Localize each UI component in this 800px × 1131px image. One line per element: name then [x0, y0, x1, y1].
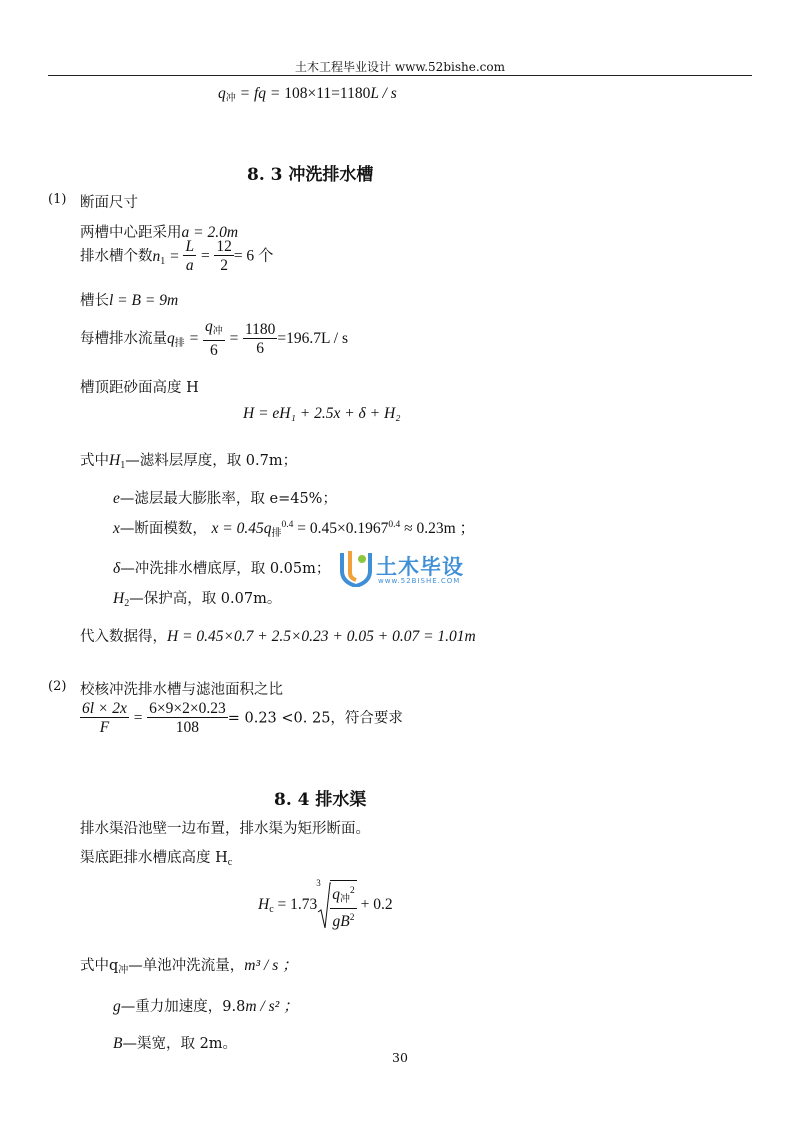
item-number-1: (1): [48, 192, 67, 207]
def-b: B—渠宽，取 2m。: [113, 1035, 238, 1052]
line-channel-height-label: 渠底距排水槽底高度 $H_c$: [80, 850, 233, 868]
line-area-ratio: $\frac{6l \times 2x}{F}$ = $\frac{6\times 9\times 2\times 0.23}{108}$ = 0.23 <0. 25，符合要求: [82, 700, 403, 736]
formula-height: H = eH₁ + 2.5x + δ + H₂: [243, 405, 401, 422]
line-trough-spacing: 两槽中心距采用a = 2.0m: [80, 224, 239, 241]
watermark-url: www.52BISHE.COM: [378, 577, 461, 585]
def-q-flush: 式中$q_冲—$单池冲洗流量，m³ / s ；: [80, 957, 298, 976]
def-g: g—重力加速度，9.8m / s² ；: [113, 998, 299, 1015]
item-number-2: (2): [48, 679, 67, 694]
header-rule: [48, 75, 752, 76]
page-number: 30: [392, 1050, 408, 1065]
watermark-shield-icon: [338, 549, 374, 587]
paragraph-channel-layout: 排水渠沿池壁一边布置，排水渠为矩形断面。: [80, 821, 370, 837]
watermark-logo: [338, 549, 488, 589]
page-header: 土木工程毕业设计 www.52bishe.com: [295, 60, 505, 74]
line-top-height-label: 槽顶距砂面高度 H: [80, 380, 199, 396]
def-h2: $H_2—$保护高，取 0.07m。: [113, 590, 282, 609]
section-title-8-4: 8. 4 排水渠: [274, 790, 367, 810]
line-trough-flow: 每槽排水流量$q_排$ = $\frac{q_冲}{6}$ = $\frac{1180}{6}$ =196.7L / s: [80, 318, 348, 359]
def-h1: 式中$H_1—$滤料层厚度，取 0.7m；: [80, 452, 298, 471]
def-e: e—滤层最大膨胀率，取 e=45%；: [113, 490, 337, 507]
line-result: 代入数据得，H = 0.45×0.7 + 2.5×0.23 + 0.05 + 0.07 = 1.01m: [80, 628, 476, 645]
def-delta: δ—冲洗排水槽底厚，取 0.05m；: [113, 560, 331, 577]
equation-flush-flow: $q_冲$ = fq = 108×11=1180L / s: [218, 85, 397, 104]
section-title-8-3: 8. 3 冲洗排水槽: [247, 165, 374, 185]
watermark-title: 土木毕设: [376, 555, 464, 579]
cube-root-sign: [317, 882, 331, 930]
def-x: x—断面模数， $x = 0.45q_排^{0.4} = 0.45\times 0.1967^{0.4} \approx 0.23m$ ；: [113, 520, 476, 539]
line-trough-length: 槽长l = B = 9m: [80, 292, 179, 309]
formula-channel-height: $H_c = 1.73$ 3 $\frac{q_冲^2}{gB^2}$ + 0.2: [258, 878, 393, 930]
item-label-area-ratio: 校核冲洗排水槽与滤池面积之比: [80, 682, 283, 698]
item-label-section-size: 断面尺寸: [80, 195, 138, 211]
line-trough-count: 排水槽个数$n_1$ = $\frac{L}{a}$ = $\frac{12}{2}$ = 6 个: [80, 238, 274, 274]
